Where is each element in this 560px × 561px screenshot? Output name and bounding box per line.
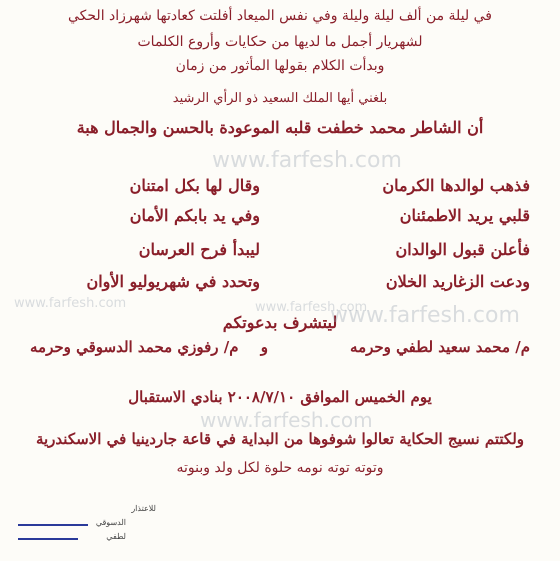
date-line: يوم الخميس الموافق ٢٠٠٨/٧/١٠ بنادي الاستقبال bbox=[128, 388, 432, 406]
verse-left-1: وقال لها بكل امتنان bbox=[129, 176, 260, 195]
verse-left-4: وتحدد في شهريوليو الأوان bbox=[86, 272, 260, 291]
greeting: بلغني أيها الملك السعيد ذو الرأي الرشيد bbox=[172, 91, 388, 106]
closing-line-1: ولكتتم نسيج الحكاية تعالوا شوفوها من البداية في قاعة جاردينيا في الاسكندرية bbox=[35, 430, 525, 448]
verse-right-1: فذهب لوالدها الكرمان bbox=[382, 176, 530, 195]
apology-strike-1 bbox=[18, 524, 88, 526]
watermark-5: www.farfesh.com bbox=[200, 408, 373, 432]
verse-left-3: ليبدأ فرح العرسان bbox=[138, 240, 260, 259]
invite-line: ليتشرف بدعوتكم bbox=[222, 313, 338, 332]
hosts-and: و bbox=[260, 338, 268, 356]
apology-strike-2 bbox=[18, 538, 78, 540]
closing-line-2: وتوته توته نومه حلوة لكل ولد وبنوته bbox=[176, 460, 384, 476]
couple-names-line: أن الشاطر محمد خطفت قلبه الموعودة بالحسن والجمال هبة bbox=[76, 118, 484, 137]
watermark-3: www.farfesh.com bbox=[330, 303, 520, 328]
watermark-2: www.farfesh.com bbox=[255, 300, 368, 315]
intro-line-2: لشهريار أجمل ما لديها من حكايات وأروع الكلمات bbox=[137, 34, 423, 50]
watermark-1: www.farfesh.com bbox=[212, 148, 402, 173]
host-right: م/ محمد سعيد لطفي وحرمه bbox=[350, 338, 530, 356]
intro-line-3: وبدأت الكلام بقولها المأثور من زمان bbox=[175, 58, 385, 74]
hosts-row bbox=[20, 338, 540, 364]
apology-name-1: الدسوقي bbox=[95, 518, 126, 527]
intro-line-1: في ليلة من ألف ليلة وليلة وفي نفس الميعاد أفلتت كعادتها شهرزاد الحكي bbox=[67, 8, 492, 24]
apology-label: للاعتذار bbox=[131, 504, 156, 513]
host-left: م/ رفوزي محمد الدسوقي وحرمه bbox=[30, 338, 239, 356]
apology-block bbox=[18, 504, 168, 554]
verse-right-4: ودعت الزغاريد الخلان bbox=[385, 272, 530, 291]
apology-name-2: لطفي bbox=[106, 532, 126, 541]
verse-right-3: فأعلن قبول الوالدان bbox=[395, 240, 530, 259]
verse-right-2: قلبي يريد الاطمئنان bbox=[399, 206, 530, 225]
watermark-4: www.farfesh.com bbox=[14, 296, 127, 311]
verse-left-2: وفي يد بابكم الأمان bbox=[129, 206, 260, 225]
